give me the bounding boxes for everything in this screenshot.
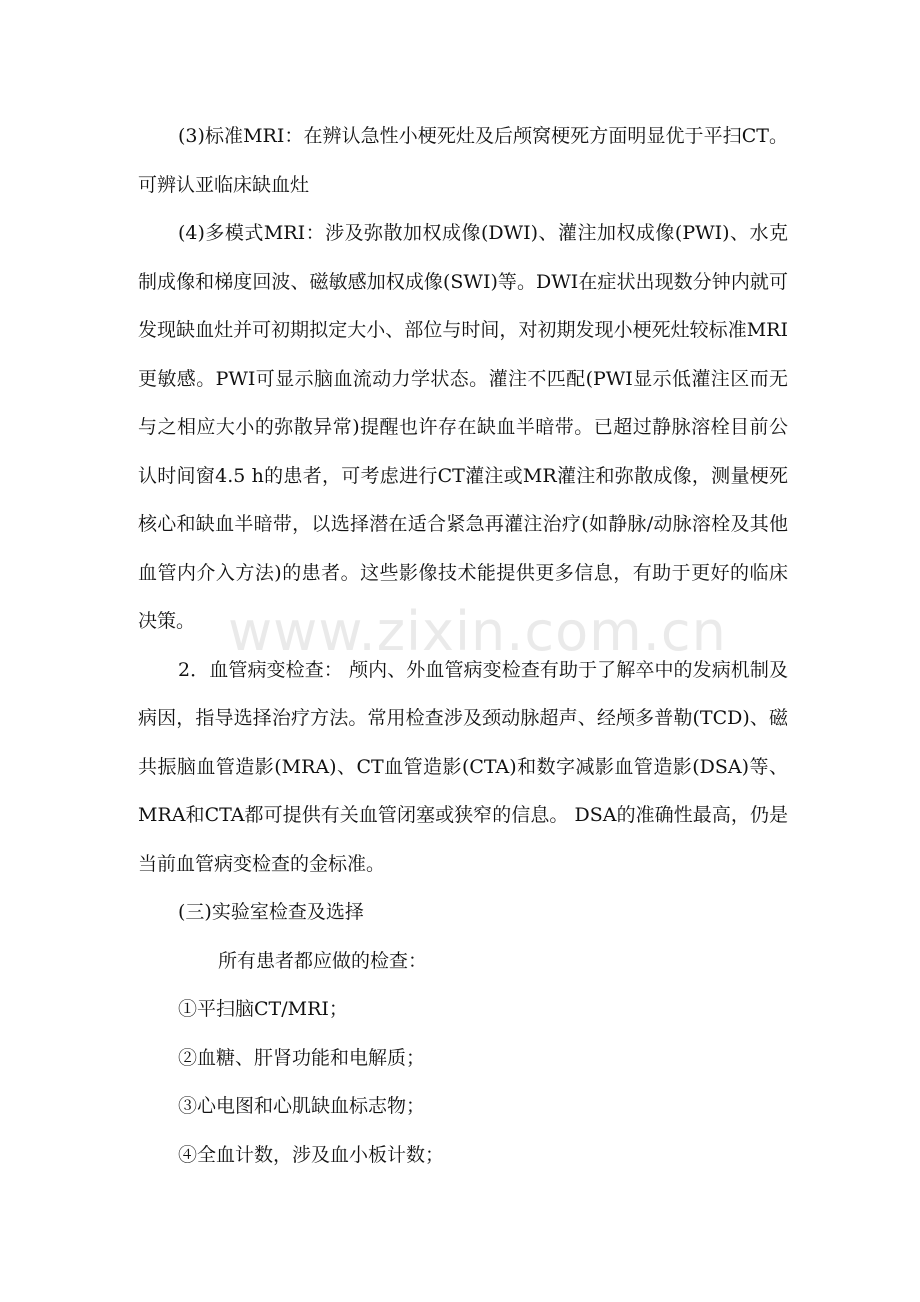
lab-item: ②血糖、肝肾功能和电解质；	[178, 1046, 426, 1069]
watermark: www.zixin.com.cn	[228, 600, 727, 663]
section-heading: (三)实验室检查及选择	[178, 901, 364, 923]
paragraph-standard-mri: (3)标准MRI：在辨认急性小梗死灶及后颅窝梗死方面明显优于平扫CT。可辨认亚临床缺血灶	[138, 125, 788, 196]
lab-item: ③心电图和心肌缺血标志物；	[178, 1095, 426, 1117]
paragraph-multimodal-mri: (4)多模式MRI：涉及弥散加权成像(DWI)、灌注加权成像(PWI)、水克制成像和梯度回波、磁敏感加权成像(SWI)等。DWI在症状出现数分钟内就可发现缺血灶并可初期拟定大小、部位与时间，对初期发现小梗死灶较标准MRI更敏感。PWI可显示脑血流动力学状态。灌注不匹配(PWI显示低灌注区而无与之相应大小的弥散异常)提醒也许存在缺血半暗带。已超过静脉溶栓目前公认时间窗4.5 h的患者，可考虑进行CT灌注或MR灌注和弥散成像，测量梗死核心和缺血半暗带，以选择潜在适合紧急再灌注治疗(如静脉/动脉溶栓及其他血管内介入方法)的患者。这些影像技术能提供更多信息，有助于更好的临床决策。	[138, 222, 788, 632]
lab-intro: 所有患者都应做的检查：	[218, 949, 428, 972]
lab-item: ①平扫脑CT/MRI；	[178, 998, 348, 1020]
document-body	[138, 112, 788, 1179]
lab-item: ④全血计数，涉及血小板计数；	[178, 1143, 445, 1166]
paragraph-vascular-exam: 2．血管病变检查： 颅内、外血管病变检查有助于了解卒中的发病机制及病因，指导选择治疗方法。常用检查涉及颈动脉超声、经颅多普勒(TCD)、磁共振脑血管造影(MRA)、CT血管造影(CTA)和数字减影血管造影(DSA)等、 MRA和CTA都可提供有关血管闭塞或狭窄的信息。 DSA的准确性最高，仍是当前血管病变检查的金标准。	[138, 658, 788, 875]
